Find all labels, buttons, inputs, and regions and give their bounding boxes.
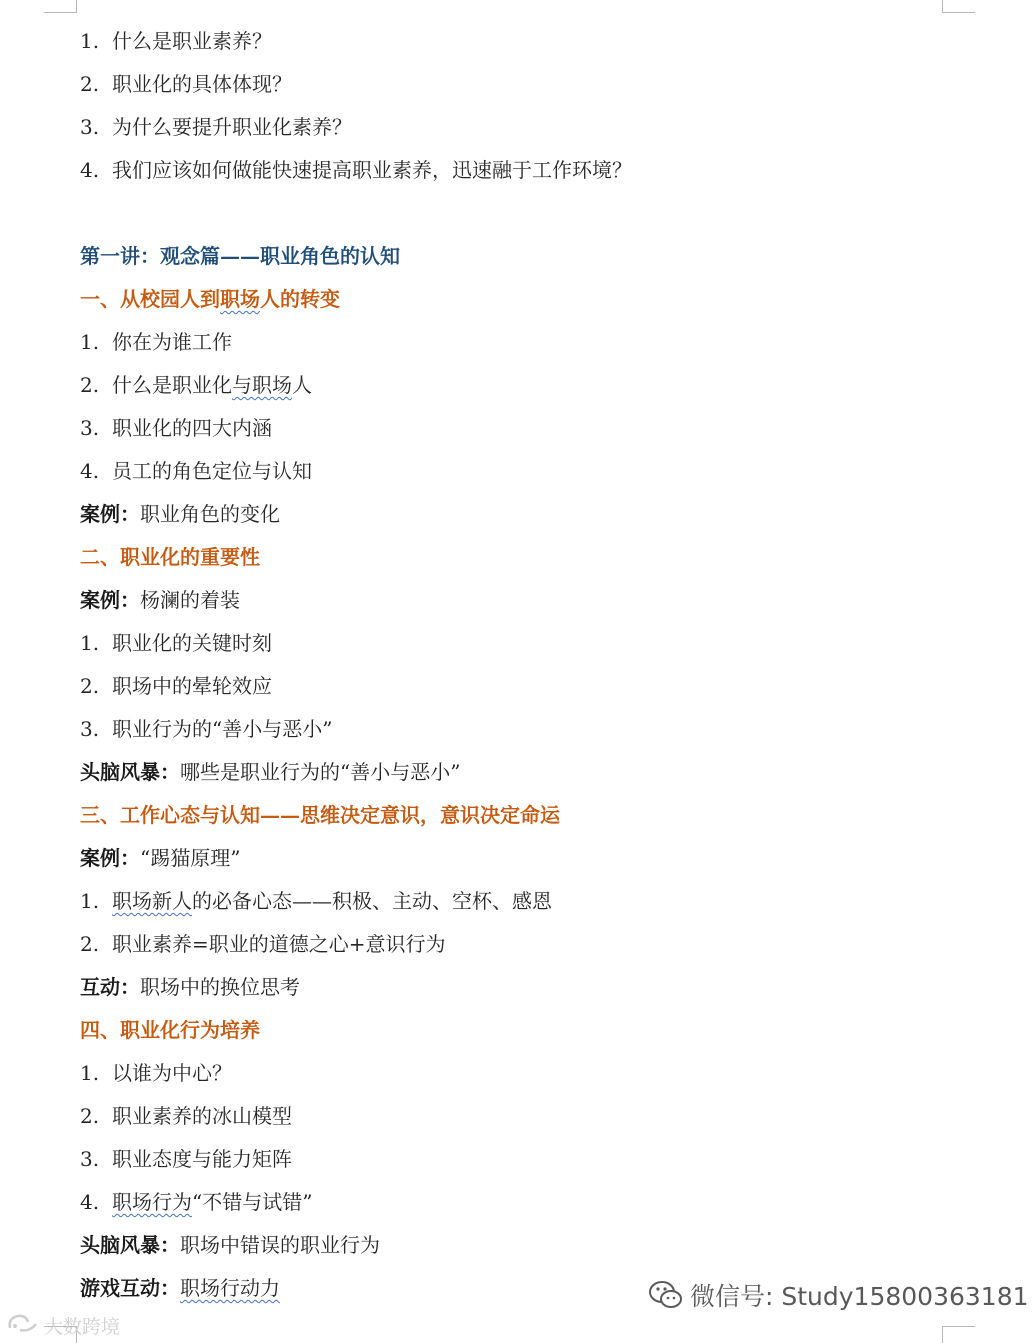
list-item: 1. 职场新人的必备心态——积极、主动、空杯、感恩 xyxy=(80,889,552,913)
wechat-watermark xyxy=(648,1278,1029,1312)
wechat-icon xyxy=(648,1280,684,1310)
list-item: 2. 什么是职业化与职场人 xyxy=(80,373,312,397)
page-corner-mark xyxy=(942,0,975,13)
list-item: 2. 职业素养的冰山模型 xyxy=(80,1104,292,1128)
lecture-title: 第一讲：观念篇——职业角色的认知 xyxy=(80,244,400,268)
site-name-text: 大数跨境 xyxy=(44,1315,121,1338)
list-item: 3. 职业行为的“善小与恶小” xyxy=(80,717,333,741)
section-heading: 四、职业化行为培养 xyxy=(80,1018,260,1042)
list-item: 3. 职业化的四大内涵 xyxy=(80,416,272,440)
case-line: 案例：杨澜的着装 xyxy=(80,588,240,612)
section-heading: 三、工作心态与认知——思维决定意识，意识决定命运 xyxy=(80,803,560,827)
intro-item: 1. 什么是职业素养？ xyxy=(80,29,272,53)
list-item: 4. 员工的角色定位与认知 xyxy=(80,459,312,483)
page-corner-mark xyxy=(942,1326,975,1343)
game-line: 游戏互动：职场行动力 xyxy=(80,1276,280,1300)
site-logo-icon xyxy=(6,1312,40,1339)
section-heading: 一、从校园人到职场人的转变 xyxy=(80,287,340,311)
site-watermark xyxy=(6,1312,120,1338)
case-line: 案例：“踢猫原理” xyxy=(80,846,241,870)
interaction-line: 互动：职场中的换位思考 xyxy=(80,975,300,999)
page-corner-mark xyxy=(44,0,77,13)
list-item: 1. 职业化的关键时刻 xyxy=(80,631,272,655)
intro-item: 2. 职业化的具体体现？ xyxy=(80,72,292,96)
brainstorm-line: 头脑风暴：职场中错误的职业行为 xyxy=(80,1233,380,1257)
list-item: 2. 职业素养=职业的道德之心+意识行为 xyxy=(80,932,446,956)
intro-item: 4. 我们应该如何做能快速提高职业素养，迅速融于工作环境？ xyxy=(80,158,632,182)
list-item: 4. 职场行为“不错与试错” xyxy=(80,1190,313,1214)
intro-item: 3. 为什么要提升职业化素养？ xyxy=(80,115,352,139)
brainstorm-line: 头脑风暴：哪些是职业行为的“善小与恶小” xyxy=(80,760,461,784)
section-heading: 二、职业化的重要性 xyxy=(80,545,260,569)
wechat-id-text: 微信号: Study15800363181 xyxy=(690,1282,1029,1311)
list-item: 1. 以谁为中心？ xyxy=(80,1061,232,1085)
list-item: 3. 职业态度与能力矩阵 xyxy=(80,1147,292,1171)
list-item: 1. 你在为谁工作 xyxy=(80,330,232,354)
case-line: 案例：职业角色的变化 xyxy=(80,502,280,526)
list-item: 2. 职场中的晕轮效应 xyxy=(80,674,272,698)
